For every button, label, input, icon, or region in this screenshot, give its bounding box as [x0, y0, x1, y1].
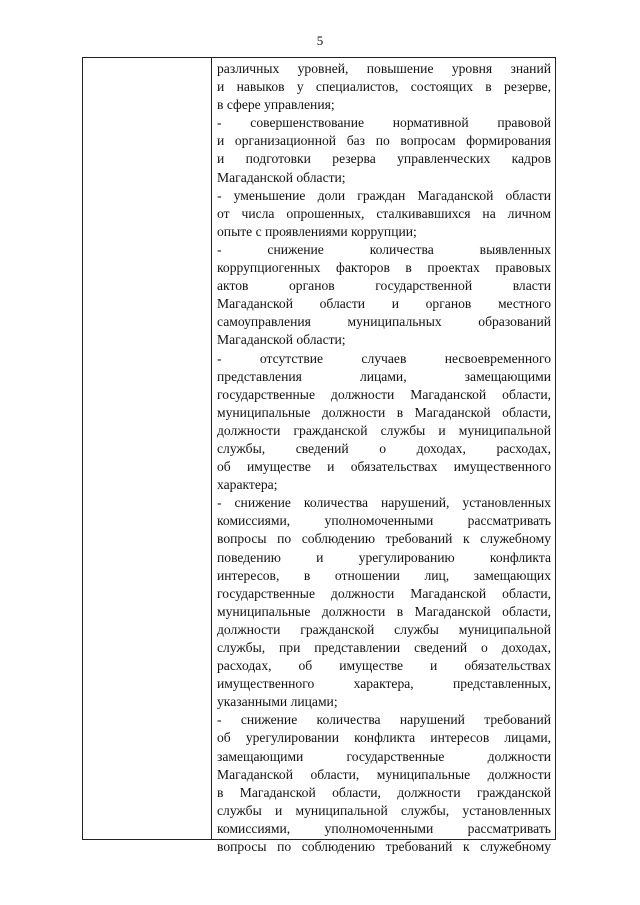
table-right-cell [212, 57, 555, 855]
text-line: должности гражданской службы и муниципальной [217, 422, 551, 438]
text-line: вопросы по соблюдению требований к служебному [217, 531, 551, 547]
text-line: и навыков у специалистов, состоящих в резерве, [217, 79, 551, 95]
text-line: поведению и урегулированию конфликта [217, 549, 551, 565]
document-table [82, 57, 556, 855]
text-line: от числа опрошенных, сталкивавшихся на личном [217, 205, 551, 221]
text-line: государственные должности Магаданской области, [217, 386, 551, 402]
text-line: и организационной баз по вопросам формирования [217, 133, 551, 149]
text-line: - отсутствие случаев несвоевременного [217, 350, 551, 366]
text-line: об имуществе и обязательствах имущественного [217, 459, 551, 475]
text-line: службы и муниципальной службы, установленных [217, 802, 551, 818]
text-line: и подготовки резерва управленческих кадров [217, 151, 551, 167]
text-line: замещающими государственные должности [217, 748, 551, 764]
text-line: опыте с проявлениями коррупции; [217, 223, 417, 239]
text-line: расходах, об имуществе и обязательствах [217, 658, 551, 674]
table-left-cell [83, 57, 211, 840]
text-line: интересов, в отношении лиц, замещающих [217, 567, 551, 583]
text-line: Магаданской области и органов местного [217, 296, 551, 312]
text-line: указанными лицами; [217, 694, 338, 710]
text-line: имущественного характера, представленных, [217, 676, 551, 692]
text-line: государственные должности Магаданской области, [217, 585, 551, 601]
text-line: самоуправления муниципальных образований [217, 314, 551, 330]
text-line: в Магаданской области, должности гражданской [217, 784, 551, 800]
text-line: комиссиями, уполномоченными рассматривать [217, 513, 551, 529]
text-line: - совершенствование нормативной правовой [217, 115, 551, 131]
text-line: вопросы по соблюдению требований к служебному [217, 839, 551, 855]
text-line: - снижение количества выявленных [217, 241, 551, 257]
text-line: комиссиями, уполномоченными рассматривать [217, 820, 551, 836]
text-line: службы, сведений о доходах, расходах, [217, 440, 551, 456]
text-line: - снижение количества нарушений, установленных [217, 495, 551, 511]
text-line: Магаданской области; [217, 332, 346, 348]
text-line: представления лицами, замещающими [217, 368, 551, 384]
text-line: должности гражданской службы муниципальной [217, 621, 551, 637]
text-line: об урегулировании конфликта интересов лицами, [217, 730, 551, 746]
text-line: Магаданской области; [217, 169, 346, 185]
text-line: коррупциогенных факторов в проектах правовых [217, 260, 551, 276]
text-line: - снижение количества нарушений требований [217, 712, 551, 728]
text-line: различных уровней, повышение уровня знаний [217, 61, 551, 76]
text-line: в сфере управления; [217, 97, 335, 113]
page-number: 5 [316, 33, 324, 48]
text-line: Магаданской области, муниципальные должности [217, 766, 551, 782]
text-line: актов органов государственной власти [217, 278, 551, 294]
text-line: муниципальные должности в Магаданской области, [217, 603, 551, 619]
text-line: - уменьшение доли граждан Магаданской области [217, 187, 551, 203]
text-line: службы, при представлении сведений о доходах, [217, 640, 551, 655]
text-line: характера; [217, 477, 278, 493]
text-line: муниципальные должности в Магаданской области, [217, 404, 551, 420]
